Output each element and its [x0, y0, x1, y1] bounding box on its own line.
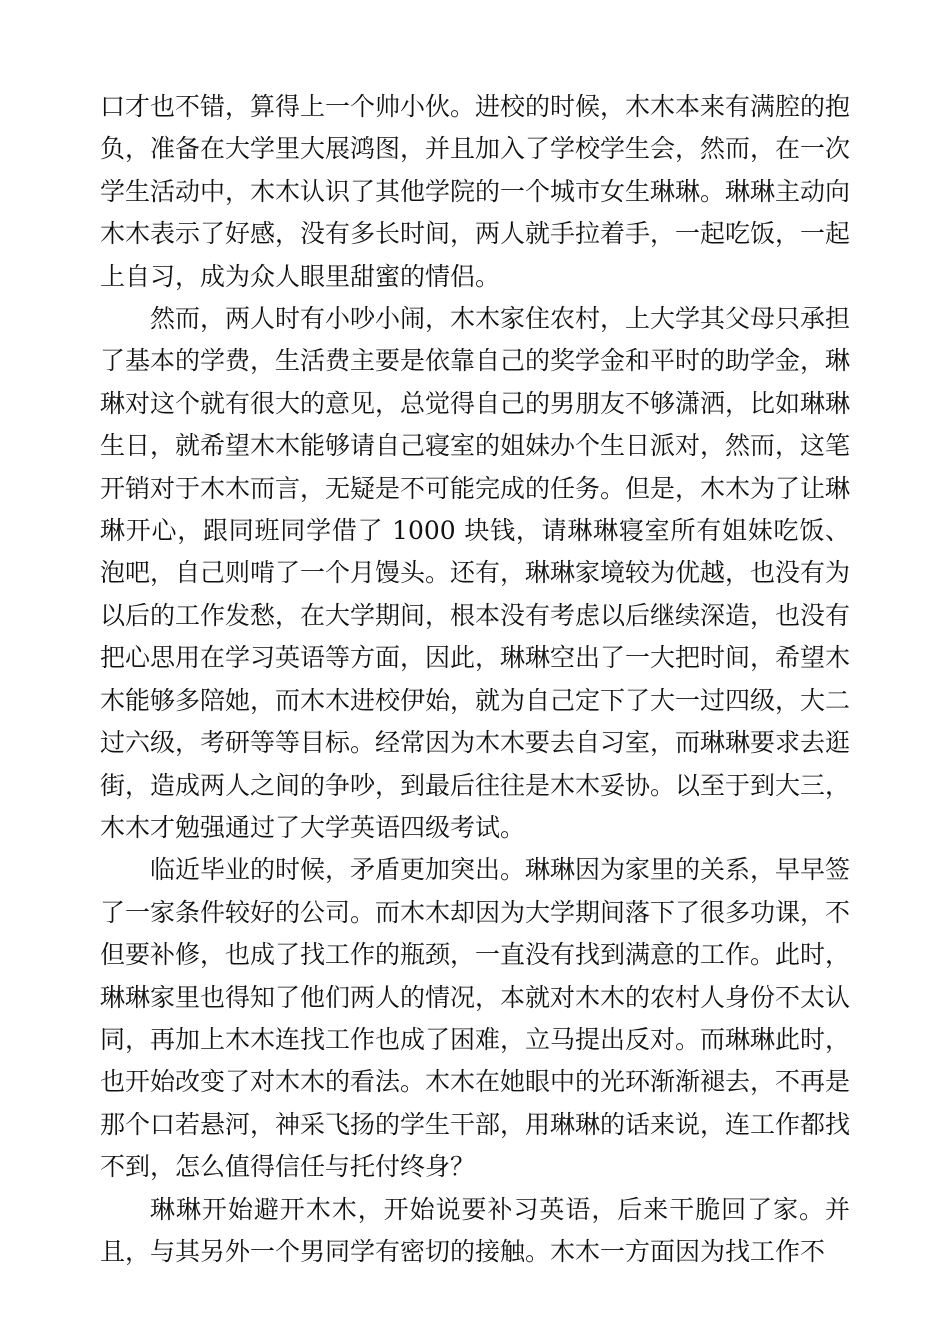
document-page: [100, 86, 850, 1273]
paragraph-3: 临近毕业的时候，矛盾更加突出。琳琳因为家里的关系，早早签了一家条件较好的公司。而木木却因为大学期间落下了很多功课，不但要补修，也成了找工作的瓶颈，一直没有找到满意的工作。此时，琳琳家里也得知了他们两人的情况，本就对木木的农村人身份不太认同，再加上木木连找工作也成了困难，立马提出反对。而琳琳此时，也开始改变了对木木的看法。木木在她眼中的光环渐渐褪去，不再是那个口若悬河，神采飞扬的学生干部，用琳琳的话来说，连工作都找不到，怎么值得信任与托付终身？: [100, 855, 851, 1182]
paragraph-4: 琳琳开始避开木木，开始说要补习英语，后来干脆回了家。并且，与其另外一个男同学有密切的接触。木木一方面因为找工作不: [100, 1194, 850, 1266]
paragraph-2: 然而，两人时有小吵小闹，木木家住农村，上大学其父母只承担了基本的学费，生活费主要是依靠自己的奖学金和平时的助学金，琳琳对这个就有很大的意见，总觉得自己的男朋友不够潇洒，比如琳琳生日，就希望木木能够请自己寝室的姐妹办个生日派对，然而，这笔开销对于木木而言，无疑是不可能完成的任务。但是，木木为了让琳琳开心，跟同班同学借了 1000 块钱，请琳琳寝室所有姐妹吃饭、泡吧，自己则啃了一个月馒头。还有，琳琳家境较为优越，也没有为以后的工作发愁，在大学期间，根本没有考虑以后继续深造，也没有把心思用在学习英语等方面，因此，琳琳空出了一大把时间，希望木木能够多陪她，而木木进校伊始，就为自己定下了大一过四级，大二过六级，考研等等目标。经常因为木木要去自习室，而琳琳要求去逛街，造成两人之间的争吵，到最后往往是木木妥协。以至于到大三，木木才勉强通过了大学英语四级考试。: [100, 304, 851, 842]
paragraph-1: 口才也不错，算得上一个帅小伙。进校的时候，木木本来有满腔的抱负，准备在大学里大展鸿图，并且加入了学校学生会，然而，在一次学生活动中，木木认识了其他学院的一个城市女生琳琳。琳琳主动向木木表示了好感，没有多长时间，两人就手拉着手，一起吃饭，一起上自习，成为众人眼里甜蜜的情侣。: [100, 92, 851, 291]
